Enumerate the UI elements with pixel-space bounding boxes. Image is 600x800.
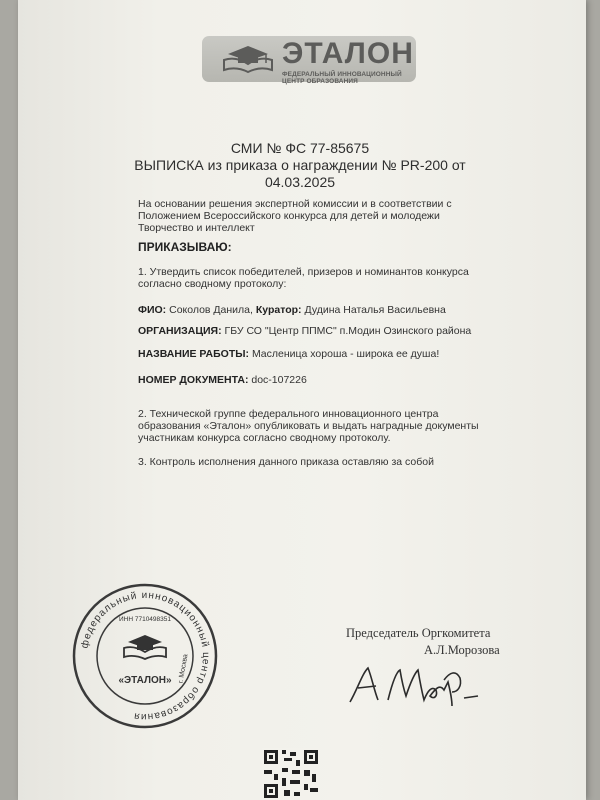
work-line (138, 348, 488, 360)
curator-label: Куратор: (255, 304, 302, 316)
preamble: На основании решения экспертной комиссии и в соответствии с Положением Всероссийского конкурса для детей и молодежи Творчество и интеллект (138, 198, 452, 234)
doc-value: doc-107226 (251, 374, 307, 386)
document-number-line (138, 374, 488, 386)
etalon-logo (202, 36, 416, 85)
curator-value: Дудина Наталья Васильевна (304, 304, 446, 316)
stamp-inn: ИНН 7710498351 (118, 616, 172, 623)
stamp-brand: «ЭТАЛОН» (118, 675, 172, 686)
order-word: ПРИКАЗЫВАЮ: (138, 240, 232, 254)
stamp-ring-text: федеральный инновационный центр образования (79, 589, 212, 723)
fio-label: ФИО: (138, 304, 167, 316)
signatory-name: А.Л.Морозова (424, 643, 500, 657)
signatory-title: Председатель Оргкомитета (346, 626, 491, 640)
org-label: ОРГАНИЗАЦИЯ: (138, 325, 222, 337)
qr-code-icon (262, 748, 320, 800)
doc-label: НОМЕР ДОКУМЕНТА: (138, 374, 249, 386)
stamp-city: г. Москва (177, 653, 190, 684)
work-value: Масленица хороша - широка ее душа! (251, 348, 440, 360)
item-2: 2. Технической группе федерального инновационного центра образования «Эталон» опубликовать и выдать наградные документы участникам конкурса согласно сводному протоколу. (138, 408, 479, 444)
official-stamp (72, 583, 218, 729)
fio-line (138, 304, 488, 316)
logo-subtitle: ФЕДЕРАЛЬНЫЙ ИННОВАЦИОННЫЙ ЦЕНТР ОБРАЗОВАНИЯ (282, 71, 402, 85)
svg-text:федеральный инновационный цент (78, 590, 211, 722)
work-label: НАЗВАНИЕ РАБОТЫ: (138, 348, 250, 360)
logo-brand: ЭТАЛОН (282, 37, 414, 70)
handwritten-signature (340, 660, 490, 710)
graduation-cap-book-icon (124, 635, 166, 659)
media-registration: СМИ № ФС 77-85675 (230, 140, 370, 156)
document-title: ВЫПИСКА из приказа о награждении № PR-200 от (134, 157, 466, 173)
organization-line (138, 325, 488, 337)
graduation-cap-book-icon (220, 44, 276, 74)
document-date: 04.03.2025 (264, 174, 336, 190)
fio-value: Соколов Данила, (169, 304, 253, 316)
org-value: ГБУ СО "Центр ППМС" п.Модин Озинского района (224, 325, 472, 337)
item-1: 1. Утвердить список победителей, призеров и номинантов конкурса согласно сводному протоколу: (138, 266, 469, 290)
item-3: 3. Контроль исполнения данного приказа оставляю за собой (138, 456, 434, 468)
